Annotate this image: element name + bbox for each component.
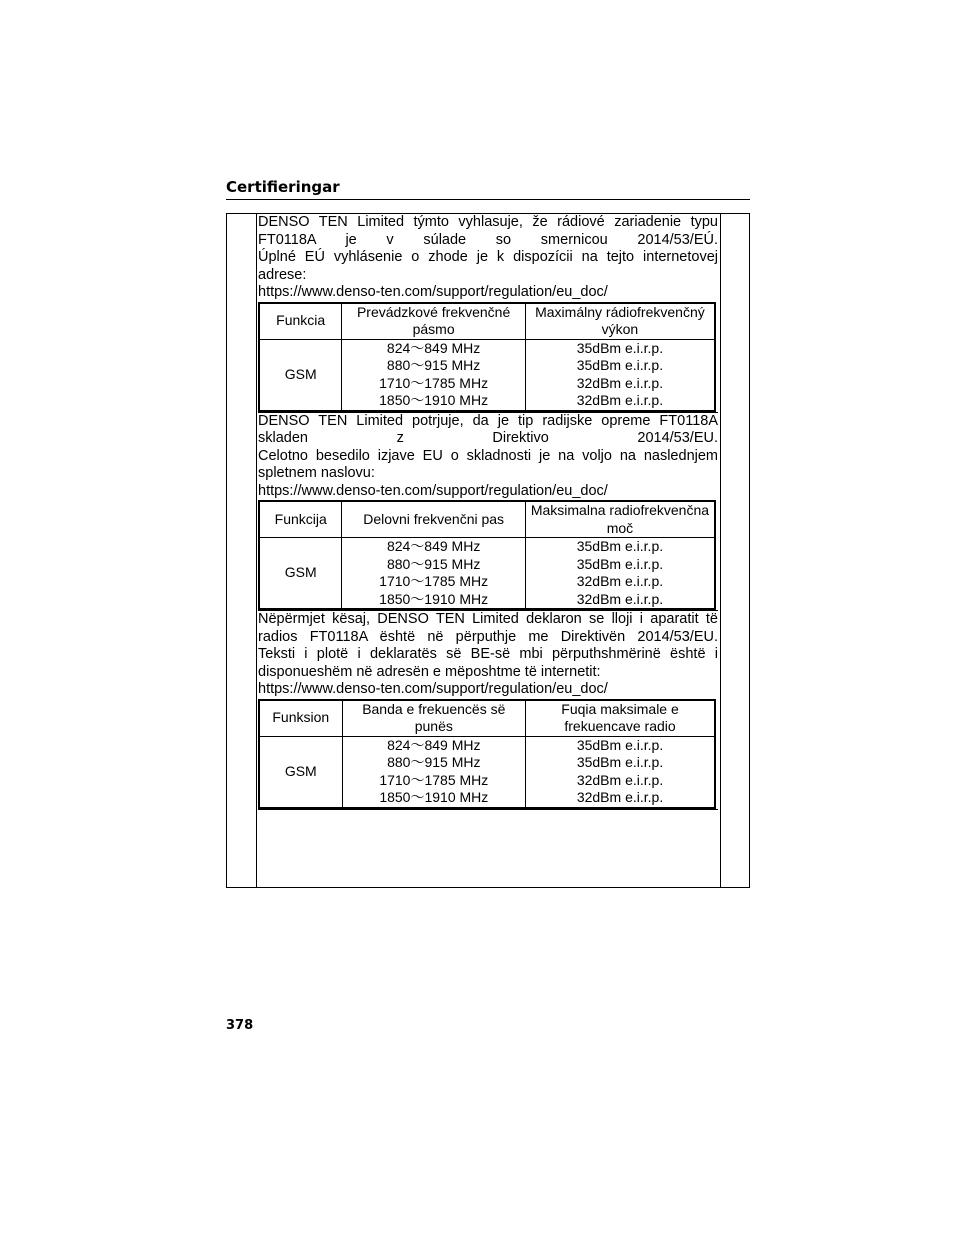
power-value: 32dBm e.i.r.p. (576, 573, 664, 589)
header-power: Fuqia maksimale e frekuencave radio (526, 700, 715, 737)
cell-function: GSM (259, 538, 342, 610)
table-row (259, 339, 715, 411)
band-value: 880～915 MHz (386, 555, 481, 572)
cell-powers (526, 736, 715, 808)
declaration-availability: Celotno besedilo izjave EU o skladnosti je na voljo na naslednjem spletnem naslovu: (258, 447, 718, 481)
header-band: Banda e frekuencës së punës (342, 700, 526, 737)
cell-function: GSM (259, 736, 342, 808)
band-value: 1710～1785 MHz (379, 573, 489, 589)
page-number: 378 (226, 1018, 254, 1033)
power-value: 35dBm e.i.r.p. (576, 555, 664, 572)
band-value: 824～849 MHz (387, 736, 481, 753)
power-value: 32dBm e.i.r.p. (576, 392, 664, 408)
band-value: 1850～1910 MHz (379, 590, 489, 607)
band-value: 1850～1910 MHz (379, 789, 489, 805)
header-function: Funkcia (259, 303, 342, 340)
table-header-row (259, 700, 715, 737)
declaration-block-sq (258, 611, 718, 810)
power-value: 35dBm e.i.r.p. (576, 538, 664, 554)
declaration-block-sl (258, 413, 718, 612)
declaration-url: https://www.denso-ten.com/support/regulation/eu_doc/ (258, 482, 608, 499)
cell-bands (342, 736, 526, 808)
declaration-url: https://www.denso-ten.com/support/regulation/eu_doc/ (258, 681, 608, 697)
header-power: Maksimalna radiofrekvenčna moč (525, 501, 715, 538)
table-row (259, 538, 715, 610)
band-value: 824～849 MHz (386, 538, 481, 554)
power-value: 35dBm e.i.r.p. (576, 754, 664, 770)
header-power: Maximálny rádiofrekvenčný výkon (525, 303, 715, 340)
declaration-availability: Teksti i plotë i deklaratës së BE-së mbi përputhshmërinë është i disponueshëm në adresën e mëposhtme të internetit: (258, 646, 718, 680)
header-band: Delovni frekvenčni pas (342, 501, 525, 538)
cell-bands (342, 339, 525, 411)
frequency-table (258, 302, 716, 412)
declaration-block-sk (258, 214, 718, 413)
band-value: 880～915 MHz (387, 754, 481, 770)
band-value: 880～915 MHz (386, 357, 481, 373)
power-value: 35dBm e.i.r.p. (576, 357, 664, 373)
declaration-statement: Nëpërmjet kësaj, DENSO TEN Limited deklaron se lloji i aparatit të radios FT0118A është në përputhje me Direktivën 2014/53/EU. (258, 611, 718, 645)
band-value: 1710～1785 MHz (379, 374, 489, 391)
frequency-table (258, 699, 716, 809)
declaration-content (258, 214, 718, 810)
cell-function: GSM (259, 339, 342, 411)
power-value: 32dBm e.i.r.p. (576, 789, 664, 805)
table-header-row (259, 501, 715, 538)
band-value: 1710～1785 MHz (379, 771, 489, 788)
power-value: 35dBm e.i.r.p. (576, 339, 664, 356)
declaration-availability: Úplné EÚ vyhlásenie o zhode je k dispozícii na tejto internetovej adrese: (258, 249, 718, 283)
declaration-statement: DENSO TEN Limited potrjuje, da je tip radijske opreme FT0118A skladen z Direktivo 2014/53/EU. (258, 412, 718, 446)
band-value: 1850～1910 MHz (379, 392, 489, 408)
band-value: 824～849 MHz (386, 339, 481, 356)
header-function: Funkcija (259, 501, 342, 538)
table-row (259, 736, 715, 808)
power-value: 35dBm e.i.r.p. (576, 736, 664, 753)
cell-powers (525, 538, 715, 610)
cell-powers (525, 339, 715, 411)
header-band: Prevádzkové frekvenčné pásmo (342, 303, 525, 340)
section-title: Certifieringar (226, 178, 340, 196)
power-value: 32dBm e.i.r.p. (576, 374, 664, 391)
frequency-table (258, 500, 716, 610)
declaration-statement: DENSO TEN Limited týmto vyhlasuje, že rádiové zariadenie typu FT0118A je v súlade so smernicou 2014/53/EÚ. (258, 214, 718, 248)
declaration-url: https://www.denso-ten.com/support/regulation/eu_doc/ (258, 284, 608, 300)
cell-bands (342, 538, 525, 610)
power-value: 32dBm e.i.r.p. (576, 590, 664, 607)
power-value: 32dBm e.i.r.p. (576, 771, 664, 788)
table-header-row (259, 303, 715, 340)
title-divider (226, 199, 750, 200)
header-function: Funksion (259, 700, 342, 737)
